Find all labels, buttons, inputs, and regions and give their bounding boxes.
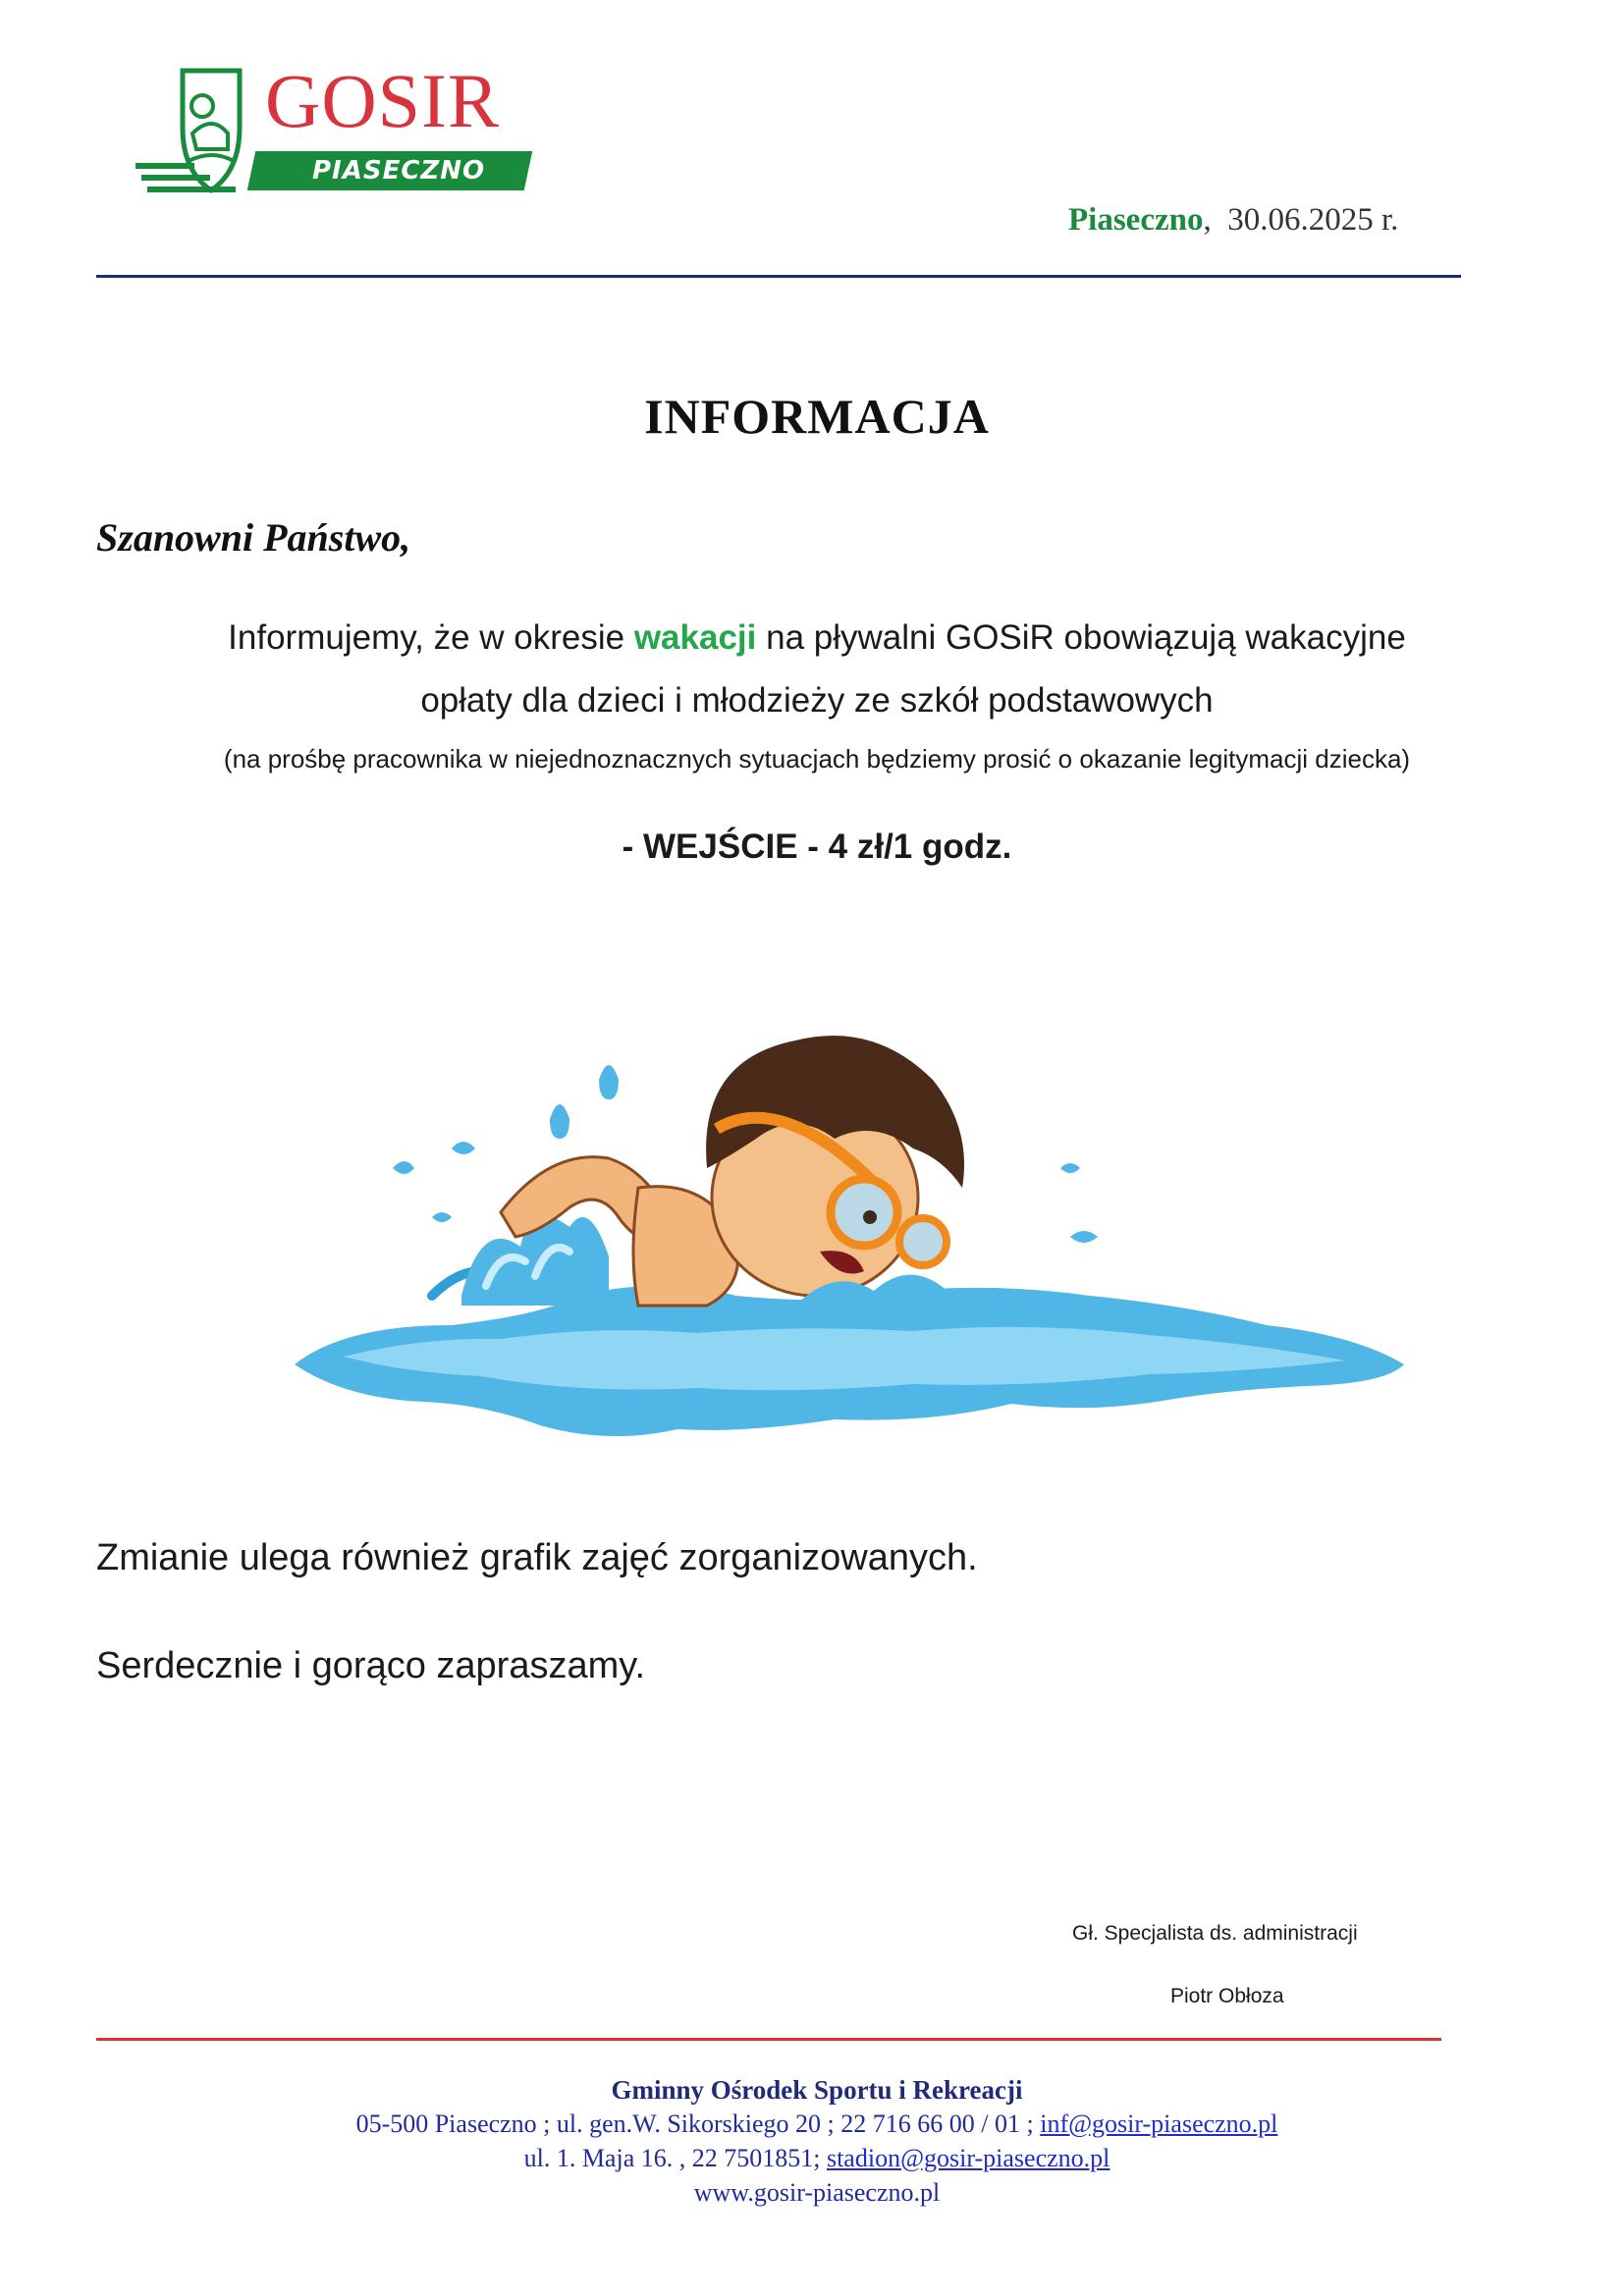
footer-address-1-text: 05-500 Piaseczno ; ul. gen.W. Sikorskiego 20 ; 22 716 66 00 / 01 ; [355, 2109, 1041, 2138]
footer-email-2-link[interactable]: stadion@gosir-piaseczno.pl [826, 2144, 1110, 2172]
info-text-after: na pływalni GOSiR obowiązują wakacyjne [756, 618, 1406, 657]
logo-wordmark: GOSIR [265, 58, 501, 143]
gosir-logo [135, 58, 528, 198]
signer-role: Gł. Specjalista ds. administracji [1072, 1922, 1358, 1945]
footer-address-1 [0, 2109, 1624, 2139]
swimming-boy-illustration [285, 1001, 1414, 1453]
info-line-2: opłaty dla dzieci i młodzieży ze szkół podstawowych [420, 681, 1214, 720]
place-date [1068, 202, 1398, 239]
date: 30.06.2025 r. [1227, 202, 1399, 238]
place: Piaseczno [1068, 202, 1204, 238]
footer-website[interactable]: www.gosir-piaseczno.pl [693, 2178, 941, 2207]
schedule-change-note: Zmianie ulega również grafik zajęć zorganizowanych. [96, 1537, 978, 1578]
info-line-1 [0, 618, 1624, 658]
footer-address-2-text: ul. 1. Maja 16. , 22 7501851; [523, 2144, 827, 2172]
top-divider [96, 275, 1461, 278]
logo-subtext: PIASECZNO [312, 156, 486, 186]
info-note: (na prośbę pracownika w niejednoznacznych sytuacjach będziemy prosić o okazanie legitymacji dziecka) [223, 744, 1411, 774]
info-highlight: wakacji [633, 618, 757, 657]
bottom-divider [96, 2038, 1441, 2041]
place-separator: , [1203, 202, 1228, 238]
footer-email-1-link[interactable]: inf@gosir-piaseczno.pl [1040, 2109, 1278, 2138]
salutation: Szanowni Państwo, [96, 515, 411, 560]
info-text-before: Informujemy, że w okresie [228, 618, 634, 657]
invitation-note: Serdecznie i gorąco zapraszamy. [96, 1645, 645, 1686]
page-title: INFORMACJA [644, 389, 990, 444]
footer-organization: Gminny Ośrodek Sportu i Rekreacji [611, 2075, 1023, 2105]
crest-emblem-icon [135, 65, 253, 198]
entry-price: - WEJŚCIE - 4 zł/1 godz. [622, 828, 1012, 866]
signer-name: Piotr Obłoza [1170, 1985, 1284, 2007]
footer-address-2 [0, 2144, 1624, 2173]
